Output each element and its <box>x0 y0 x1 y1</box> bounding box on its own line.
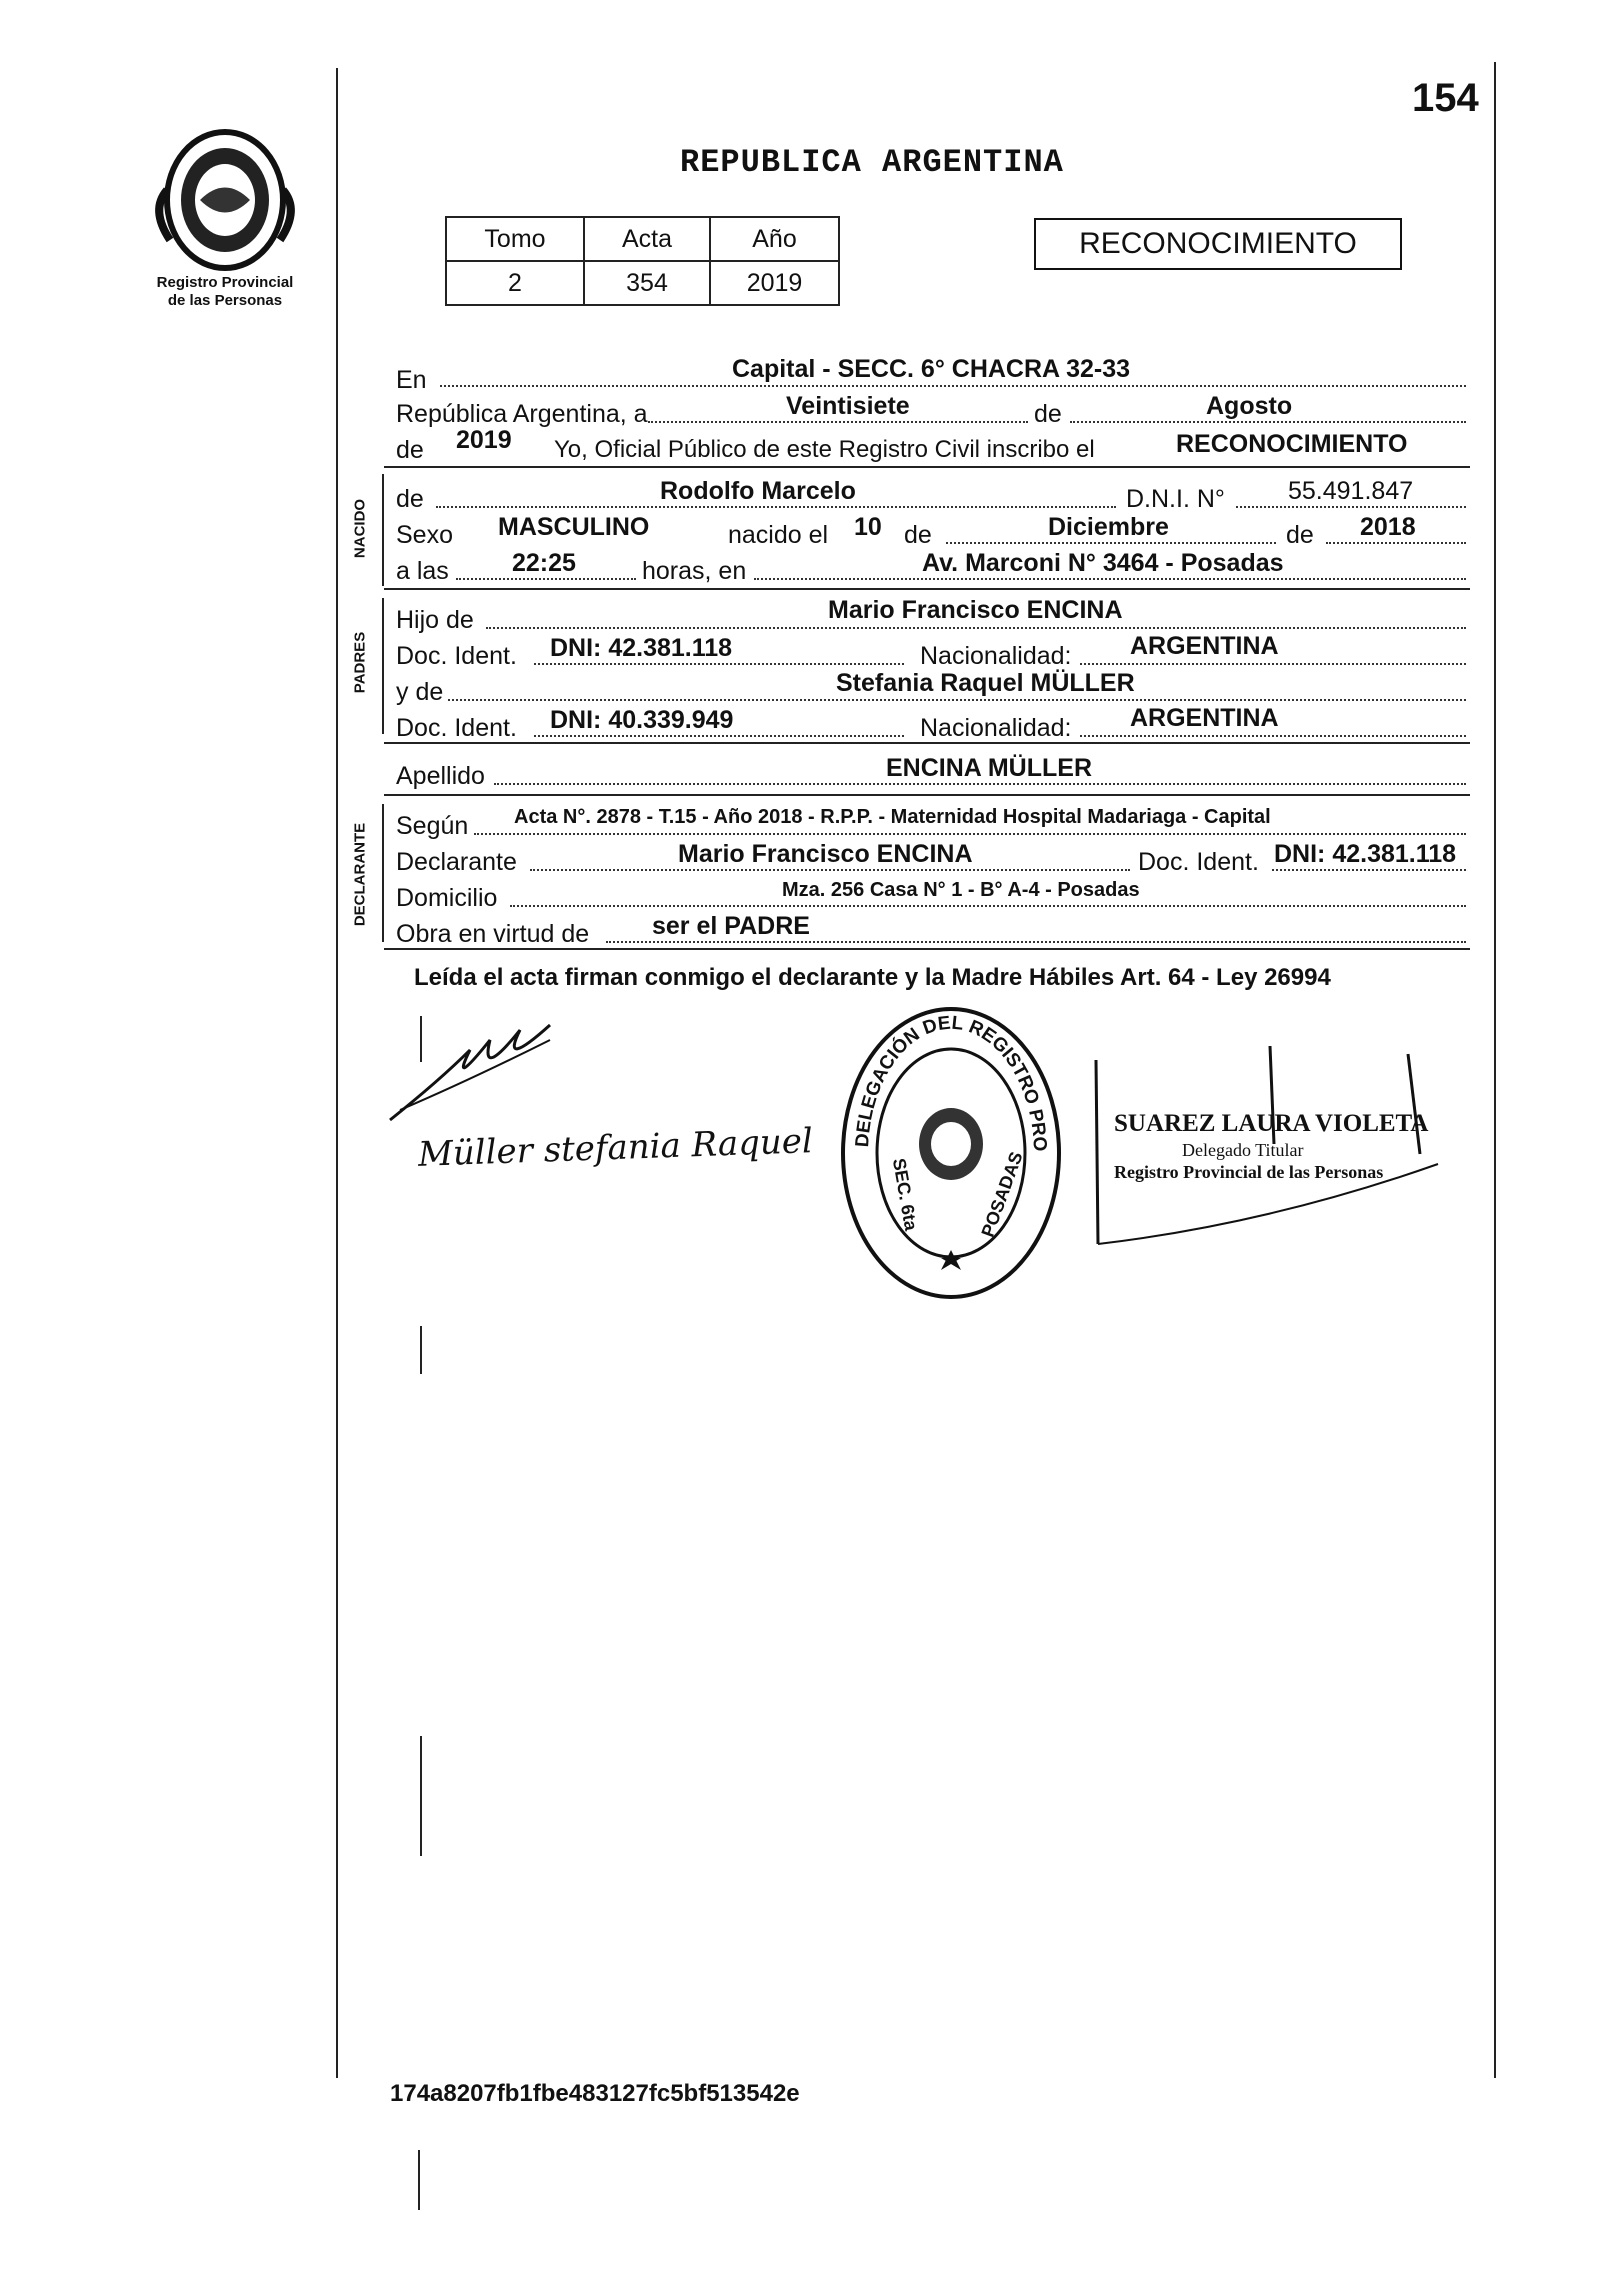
apellido-dots <box>494 783 1466 785</box>
date-month-dots <box>1070 421 1466 423</box>
official-role: Delegado Titular <box>1182 1140 1304 1160</box>
date-day: Veintisiete <box>786 392 910 420</box>
date-label: República Argentina, a <box>396 400 648 428</box>
ref-header-acta: Acta <box>584 217 710 261</box>
declarante-label: Declarante <box>396 848 517 876</box>
nacido-name-label: de <box>396 485 424 513</box>
nacido-time-dots <box>456 578 636 580</box>
year-value: 2019 <box>456 426 512 454</box>
nacido-born-year: 2018 <box>1360 513 1416 541</box>
ref-value-acta: 354 <box>584 261 710 305</box>
margin-mark-3 <box>420 1736 422 1856</box>
nacido-time: 22:25 <box>512 549 576 577</box>
nacido-hours-label: horas, en <box>642 557 747 585</box>
official-seal <box>838 1004 1064 1302</box>
father-nat-label: Nacionalidad: <box>920 642 1072 670</box>
nacido-born-day: 10 <box>854 513 882 541</box>
ref-value-ano: 2019 <box>710 261 839 305</box>
mother-doc-label: Doc. Ident. <box>396 714 517 742</box>
year-de-label: de <box>396 436 424 464</box>
obra-label: Obra en virtud de <box>396 920 590 948</box>
mother-name: Stefania Raquel MÜLLER <box>836 669 1135 697</box>
place-dots <box>440 385 1466 387</box>
place-value: Capital - SECC. 6° CHACRA 32-33 <box>732 355 1131 383</box>
father-nat-dots <box>1080 663 1466 665</box>
segun-label: Según <box>396 812 469 840</box>
nacido-bracket <box>382 474 384 586</box>
nacido-dni: 55.491.847 <box>1288 477 1414 505</box>
declarante-doc-dots <box>1272 869 1466 871</box>
right-margin-line <box>1494 62 1496 2078</box>
apellido-label: Apellido <box>396 762 485 790</box>
margin-mark-4 <box>418 2150 420 2210</box>
father-doc: DNI: 42.381.118 <box>550 634 733 662</box>
father-name: Mario Francisco ENCINA <box>828 596 1123 624</box>
mother-signature: Müller stefania Raquel <box>417 1121 814 1175</box>
nacido-time-label: a las <box>396 557 449 585</box>
declarante-name: Mario Francisco ENCINA <box>678 840 973 868</box>
father-dots <box>486 627 1466 629</box>
nacido-sex: MASCULINO <box>498 513 650 541</box>
apellido-value: ENCINA MÜLLER <box>886 754 1093 782</box>
declarante-doc-label: Doc. Ident. <box>1138 848 1259 876</box>
date-de-label: de <box>1034 400 1062 428</box>
seal-ring-text: DELEGACIÓN DEL REGISTRO PRO <box>852 1012 1051 1152</box>
declarante-side-label: DECLARANTE <box>351 822 369 927</box>
nacido-side-label: NACIDO <box>351 498 369 559</box>
ref-header-tomo: Tomo <box>446 217 584 261</box>
page-number: 154 <box>1412 76 1479 120</box>
domicilio-value: Mza. 256 Casa N° 1 - B° A-4 - Posadas <box>782 879 1140 901</box>
section-divider-2 <box>384 588 1470 590</box>
obra-dots <box>606 941 1466 943</box>
ref-header-ano: Año <box>710 217 839 261</box>
mother-nat-label: Nacionalidad: <box>920 714 1072 742</box>
nacido-dni-dots <box>1236 506 1466 508</box>
logo-caption-line2: de las Personas <box>167 292 283 309</box>
closing-statement: Leída el acta firman conmigo el declarante y la Madre Hábiles Art. 64 - Ley 26994 <box>414 964 1331 991</box>
year-text: Yo, Oficial Público de este Registro Civil inscribo el <box>554 436 1095 463</box>
nacido-sex-label: Sexo <box>396 521 453 549</box>
section-divider-5 <box>384 948 1470 950</box>
declarante-doc: DNI: 42.381.118 <box>1274 840 1457 868</box>
section-divider-1 <box>384 466 1470 468</box>
domicilio-label: Domicilio <box>396 884 498 912</box>
obra-value: ser el PADRE <box>652 912 810 940</box>
nacido-month-dots <box>946 542 1276 544</box>
segun-dots <box>474 833 1466 835</box>
provincial-logo <box>140 120 310 320</box>
seal-inner-left: SEC. 6ta <box>888 1156 922 1233</box>
father-doc-dots <box>534 663 904 665</box>
act-type-box <box>1034 218 1402 270</box>
official-name: SUAREZ LAURA VIOLETA <box>1114 1110 1429 1137</box>
nacido-place-dots <box>754 578 1466 580</box>
document-hash: 174a8207fb1fbe483127fc5bf513542e <box>390 2080 800 2107</box>
mother-doc: DNI: 40.339.949 <box>550 706 734 734</box>
mother-nat: ARGENTINA <box>1130 704 1279 732</box>
margin-mark-2 <box>420 1326 422 1374</box>
seal-stamp-icon <box>838 1004 1064 1302</box>
domicilio-dots <box>510 905 1466 907</box>
ref-value-tomo: 2 <box>446 261 584 305</box>
date-day-dots <box>648 421 1028 423</box>
father-nat: ARGENTINA <box>1130 632 1279 660</box>
declarante-dots <box>530 869 1130 871</box>
mother-nat-dots <box>1080 735 1466 737</box>
official-office: Registro Provincial de las Personas <box>1114 1162 1384 1182</box>
nacido-born-label: nacido el <box>728 521 829 549</box>
left-margin-line <box>336 68 338 2078</box>
document-title: REPUBLICA ARGENTINA <box>680 144 1064 181</box>
nacido-year-dots <box>1326 542 1466 544</box>
signature-scribble-icon <box>380 1010 580 1130</box>
padres-side-label: PADRES <box>351 631 369 694</box>
nacido-born-month: Diciembre <box>1048 513 1169 541</box>
segun-value: Acta N°. 2878 - T.15 - Año 2018 - R.P.P. - Maternidad Hospital Madariaga - Capital <box>514 806 1271 828</box>
nacido-name: Rodolfo Marcelo <box>660 477 856 505</box>
nacido-place: Av. Marconi N° 3464 - Posadas <box>922 549 1284 577</box>
mother-label: y de <box>396 678 444 706</box>
father-doc-label: Doc. Ident. <box>396 642 517 670</box>
declarante-bracket <box>382 804 384 942</box>
padres-bracket <box>382 598 384 734</box>
nacido-dni-label: D.N.I. N° <box>1126 485 1225 513</box>
year-act: RECONOCIMIENTO <box>1176 430 1408 458</box>
mother-doc-dots <box>534 735 904 737</box>
misiones-emblem-icon <box>140 120 310 280</box>
mother-dots <box>448 699 1466 701</box>
logo-caption-line1: Registro Provincial <box>156 274 294 291</box>
nacido-de1-label: de <box>904 521 932 549</box>
place-label: En <box>396 366 427 394</box>
father-label: Hijo de <box>396 606 474 634</box>
section-divider-3 <box>384 742 1470 744</box>
nacido-name-dots <box>436 506 1116 508</box>
margin-mark-1 <box>420 1016 422 1062</box>
date-month: Agosto <box>1206 392 1293 420</box>
reference-table <box>445 216 840 306</box>
section-divider-4 <box>384 794 1470 796</box>
act-type-label: RECONOCIMIENTO <box>1079 227 1357 260</box>
declarante-signature <box>380 1010 580 1130</box>
seal-inner-right: POSADAS <box>977 1149 1027 1240</box>
nacido-de2-label: de <box>1286 521 1314 549</box>
